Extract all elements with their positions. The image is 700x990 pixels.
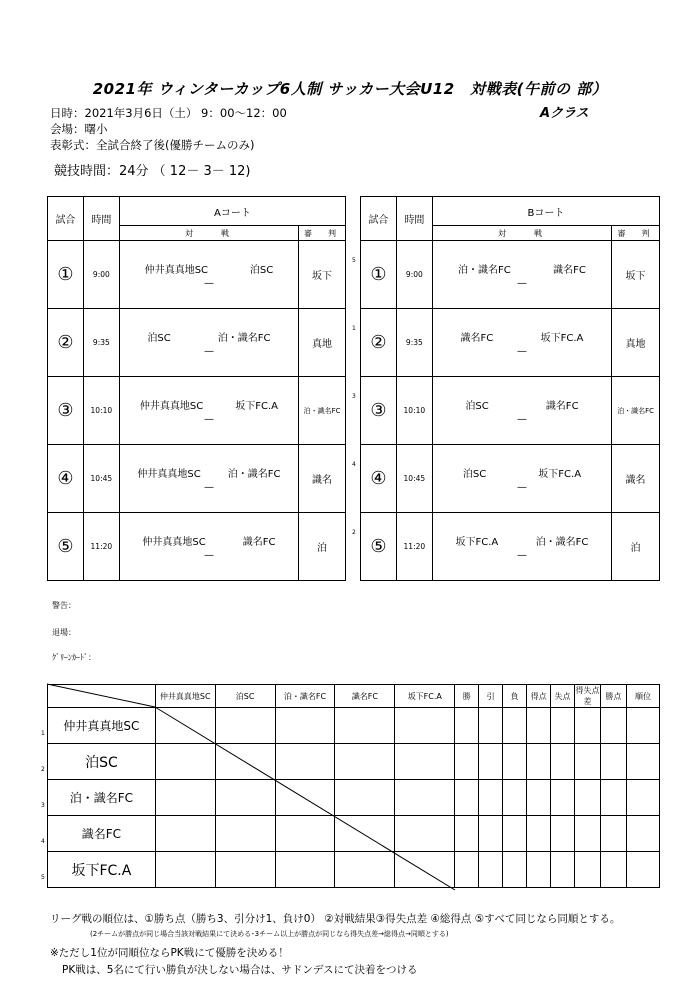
match-number: ⑤ [361, 513, 397, 581]
referee: 真地 [299, 309, 346, 377]
score-dash: — [516, 277, 527, 289]
court-a-table [47, 196, 346, 581]
league-cell[interactable] [215, 708, 275, 744]
league-row [48, 744, 660, 780]
home-team: 仲井真真地SC [144, 264, 209, 276]
league-cell[interactable] [215, 744, 275, 780]
league-cell[interactable] [155, 744, 215, 780]
home-team: 泊SC [465, 400, 489, 412]
league-col-header: 失点 [551, 685, 575, 708]
match-time: 11:20 [396, 513, 432, 581]
match-row [48, 513, 346, 581]
league-cell[interactable] [215, 816, 275, 852]
league-cell[interactable] [455, 744, 479, 780]
header-taisen: 対 戦 [119, 226, 298, 241]
league-cell[interactable] [455, 816, 479, 852]
league-cell[interactable] [215, 852, 275, 888]
league-cell[interactable] [479, 744, 503, 780]
league-cell[interactable] [600, 816, 626, 852]
award-line: 表彰式：全試合終了後(優勝チームのみ) [50, 138, 255, 152]
league-cell[interactable] [551, 744, 575, 780]
score-dash: — [516, 549, 527, 561]
match-cell [119, 309, 298, 377]
league-cell[interactable] [215, 780, 275, 816]
league-cell[interactable] [626, 708, 659, 744]
score-dash: — [203, 549, 214, 561]
league-cell[interactable] [551, 816, 575, 852]
league-cell[interactable] [626, 780, 659, 816]
league-cell[interactable] [395, 852, 455, 888]
league-row-index: 5 [41, 874, 45, 881]
league-col-header: 勝 [455, 685, 479, 708]
league-cell[interactable] [395, 816, 455, 852]
match-row [361, 377, 660, 445]
match-row [48, 445, 346, 513]
ranking-rule: リーグ戦の順位は、①勝ち点（勝ち3、引分け1、負け0） ②対戦結果③得失点差 ④総得点 ⑤すべて同じなら同順とする。 [50, 913, 621, 925]
league-cell[interactable] [527, 852, 551, 888]
pk-rule-sub: PK戦は、5名にて行い勝負が決しない場合は、サドンデスにて決着をつける [62, 964, 418, 976]
match-number: ② [48, 309, 84, 377]
date-line: 日時：2021年3月6日（土） 9：00～12：00 [50, 106, 287, 120]
league-cell[interactable] [155, 816, 215, 852]
match-number: ③ [361, 377, 397, 445]
referee: 坂下 [612, 241, 660, 309]
league-cell[interactable] [335, 744, 395, 780]
match-number: ① [48, 241, 84, 309]
league-cell[interactable] [275, 852, 335, 888]
home-team: 仲井真真地SC [139, 400, 204, 412]
away-team: 識名FC [553, 264, 586, 276]
league-table [47, 684, 660, 888]
match-row [361, 309, 660, 377]
score-dash: — [203, 345, 214, 357]
referee: 泊・識名FC [612, 377, 660, 445]
league-col-header: 泊SC [215, 685, 275, 708]
match-cell [432, 445, 611, 513]
match-number: ① [361, 241, 397, 309]
match-cell [432, 309, 611, 377]
league-cell[interactable] [335, 852, 395, 888]
league-team-name: 泊・識名FC [48, 780, 156, 816]
league-team-name: 識名FC [48, 816, 156, 852]
home-team: 泊SC [147, 332, 171, 344]
court-side-number: 5 [352, 257, 356, 264]
league-cell[interactable] [395, 780, 455, 816]
home-team: 識名FC [460, 332, 494, 344]
referee: 識名 [299, 445, 346, 513]
league-team-name: 坂下FC.A [48, 852, 156, 888]
league-cell[interactable] [479, 780, 503, 816]
league-col-header: 泊・識名FC [275, 685, 335, 708]
league-cell[interactable] [575, 852, 601, 888]
league-row-index: 4 [41, 838, 45, 845]
away-team: 坂下FC.A [538, 468, 582, 480]
page-title: 2021年 ウィンターカップ6人制 サッカー大会U12 対戦表(午前の 部） [92, 80, 608, 98]
match-time: 10:45 [83, 445, 119, 513]
league-cell[interactable] [575, 780, 601, 816]
match-number: ④ [361, 445, 397, 513]
league-cell[interactable] [455, 852, 479, 888]
league-cell[interactable] [527, 816, 551, 852]
league-cell[interactable] [275, 780, 335, 816]
league-cell[interactable] [600, 744, 626, 780]
league-cell[interactable] [575, 708, 601, 744]
league-cell[interactable] [600, 780, 626, 816]
league-cell[interactable] [275, 708, 335, 744]
court-side-number: 2 [352, 529, 356, 536]
league-cell[interactable] [626, 852, 659, 888]
match-time: 9:00 [83, 241, 119, 309]
header-shinpan: 審 判 [612, 226, 660, 241]
league-row [48, 708, 660, 744]
referee: 識名 [612, 445, 660, 513]
home-team: 仲井真真地SC [137, 468, 201, 480]
match-cell [432, 513, 611, 581]
league-cell[interactable] [155, 708, 215, 744]
league-cell[interactable] [275, 816, 335, 852]
home-team: 泊・識名FC [458, 264, 511, 276]
match-cell [119, 377, 298, 445]
match-number: ② [361, 309, 397, 377]
away-team: 坂下FC.A [540, 332, 584, 344]
corner-cell [48, 685, 156, 708]
court-b-table [360, 196, 660, 581]
match-time: 9:00 [396, 241, 432, 309]
away-team: 泊・識名FC [227, 468, 281, 480]
pk-rule: ※ただし1位が同順位ならPK戦にて優勝を決める！ [50, 947, 289, 959]
match-cell [119, 241, 298, 309]
home-team: 仲井真真地SC [142, 536, 206, 548]
match-number: ⑤ [48, 513, 84, 581]
league-cell[interactable] [479, 708, 503, 744]
match-cell [432, 377, 611, 445]
league-cell[interactable] [479, 852, 503, 888]
ranking-rule-sub: (2チームが勝点が同じ場合当該対戦結果にて決める･3チーム以上が勝点が同じなら得失点差→総得点→同順とする) [90, 930, 449, 938]
league-cell[interactable] [275, 744, 335, 780]
league-cell[interactable] [551, 780, 575, 816]
match-time: 9:35 [83, 309, 119, 377]
league-row [48, 816, 660, 852]
league-cell[interactable] [155, 852, 215, 888]
league-cell[interactable] [395, 708, 455, 744]
home-team: 泊SC [462, 468, 487, 480]
match-cell [119, 445, 298, 513]
league-cell[interactable] [575, 744, 601, 780]
away-team: 識名FC [545, 400, 579, 412]
match-time: 11:20 [83, 513, 119, 581]
league-col-header: 仲井真真地SC [155, 685, 215, 708]
league-cell[interactable] [626, 816, 659, 852]
referee: 真地 [612, 309, 660, 377]
league-cell[interactable] [335, 708, 395, 744]
league-cell[interactable] [335, 780, 395, 816]
league-row-index: 1 [41, 730, 45, 737]
league-cell[interactable] [395, 744, 455, 780]
match-cell [119, 513, 298, 581]
ejection-label: 退場： [52, 628, 76, 637]
away-team: 泊SC [249, 264, 274, 276]
header-jikan: 時間 [83, 197, 119, 241]
league-cell[interactable] [155, 780, 215, 816]
league-cell[interactable] [600, 708, 626, 744]
match-time: 9:35 [396, 309, 432, 377]
league-cell[interactable] [455, 708, 479, 744]
league-cell[interactable] [479, 816, 503, 852]
match-row [361, 445, 660, 513]
score-dash: — [203, 277, 214, 289]
league-col-header: 得失点差 [575, 686, 600, 706]
league-col-header: 順位 [626, 685, 659, 708]
match-number: ③ [48, 377, 84, 445]
league-cell[interactable] [335, 816, 395, 852]
league-cell[interactable] [503, 816, 527, 852]
court-side-number: 1 [352, 325, 356, 332]
warning-label: 警告： [52, 601, 76, 610]
match-row [361, 241, 660, 309]
league-cell[interactable] [551, 708, 575, 744]
league-cell[interactable] [503, 852, 527, 888]
league-col-header: 引 [479, 685, 503, 708]
referee: 泊・識名FC [299, 377, 346, 445]
match-number: ④ [48, 445, 84, 513]
referee: 泊 [612, 513, 660, 581]
match-time: 10:10 [83, 377, 119, 445]
league-col-header: 負 [503, 685, 527, 708]
away-team: 泊・識名FC [535, 536, 589, 548]
away-team: 坂下FC.A [235, 400, 279, 412]
header-taisen: 対 戦 [432, 226, 611, 241]
league-cell[interactable] [527, 708, 551, 744]
match-row [48, 309, 346, 377]
home-team: 坂下FC.A [455, 536, 499, 548]
venue-line: 会場：曙小 [50, 122, 108, 136]
match-time: 10:10 [396, 377, 432, 445]
header-jikan: 時間 [396, 197, 432, 241]
league-cell[interactable] [575, 816, 601, 852]
class-label: Aクラス [540, 106, 589, 121]
match-row [48, 377, 346, 445]
court-side-number: 3 [352, 393, 356, 400]
away-team: 識名FC [242, 536, 276, 548]
score-dash: — [516, 481, 527, 493]
score-dash: — [203, 413, 214, 425]
league-cell[interactable] [503, 708, 527, 744]
league-row-index: 3 [41, 802, 45, 809]
match-row [48, 241, 346, 309]
away-team: 泊・識名FC [217, 332, 271, 344]
league-cell[interactable] [455, 780, 479, 816]
league-col-header: 勝点 [600, 685, 626, 708]
league-team-name: 泊SC [48, 744, 156, 780]
league-cell[interactable] [527, 780, 551, 816]
match-row [361, 513, 660, 581]
referee: 坂下 [299, 241, 346, 309]
score-dash: — [203, 481, 214, 493]
court-side-number: 4 [352, 461, 356, 468]
league-cell[interactable] [600, 852, 626, 888]
league-row [48, 852, 660, 888]
header-shiai: 試合 [361, 197, 397, 241]
league-col-header: 識名FC [335, 685, 395, 708]
header-shiai: 試合 [48, 197, 84, 241]
league-cell[interactable] [626, 744, 659, 780]
league-team-name: 仲井真真地SC [48, 708, 156, 744]
court-b-name: Bコート [432, 197, 659, 226]
league-row [48, 780, 660, 816]
league-cell[interactable] [503, 780, 527, 816]
match-time: 10:45 [396, 445, 432, 513]
league-cell[interactable] [551, 852, 575, 888]
game-time: 競技時間：24分 （ 12－ 3－ 12) [54, 164, 251, 179]
green-card-label: ｸﾞﾘｰﾝｶｰﾄﾞ： [52, 653, 96, 662]
referee: 泊 [299, 513, 346, 581]
league-col-header: 得点 [527, 685, 551, 708]
score-dash: — [516, 345, 527, 357]
league-cell[interactable] [503, 744, 527, 780]
match-cell [432, 241, 611, 309]
league-col-header: 坂下FC.A [395, 685, 455, 708]
score-dash: — [516, 413, 527, 425]
header-shinpan: 審 判 [299, 226, 346, 241]
league-cell[interactable] [527, 744, 551, 780]
court-a-name: Aコート [119, 197, 345, 226]
league-row-index: 2 [41, 766, 45, 773]
